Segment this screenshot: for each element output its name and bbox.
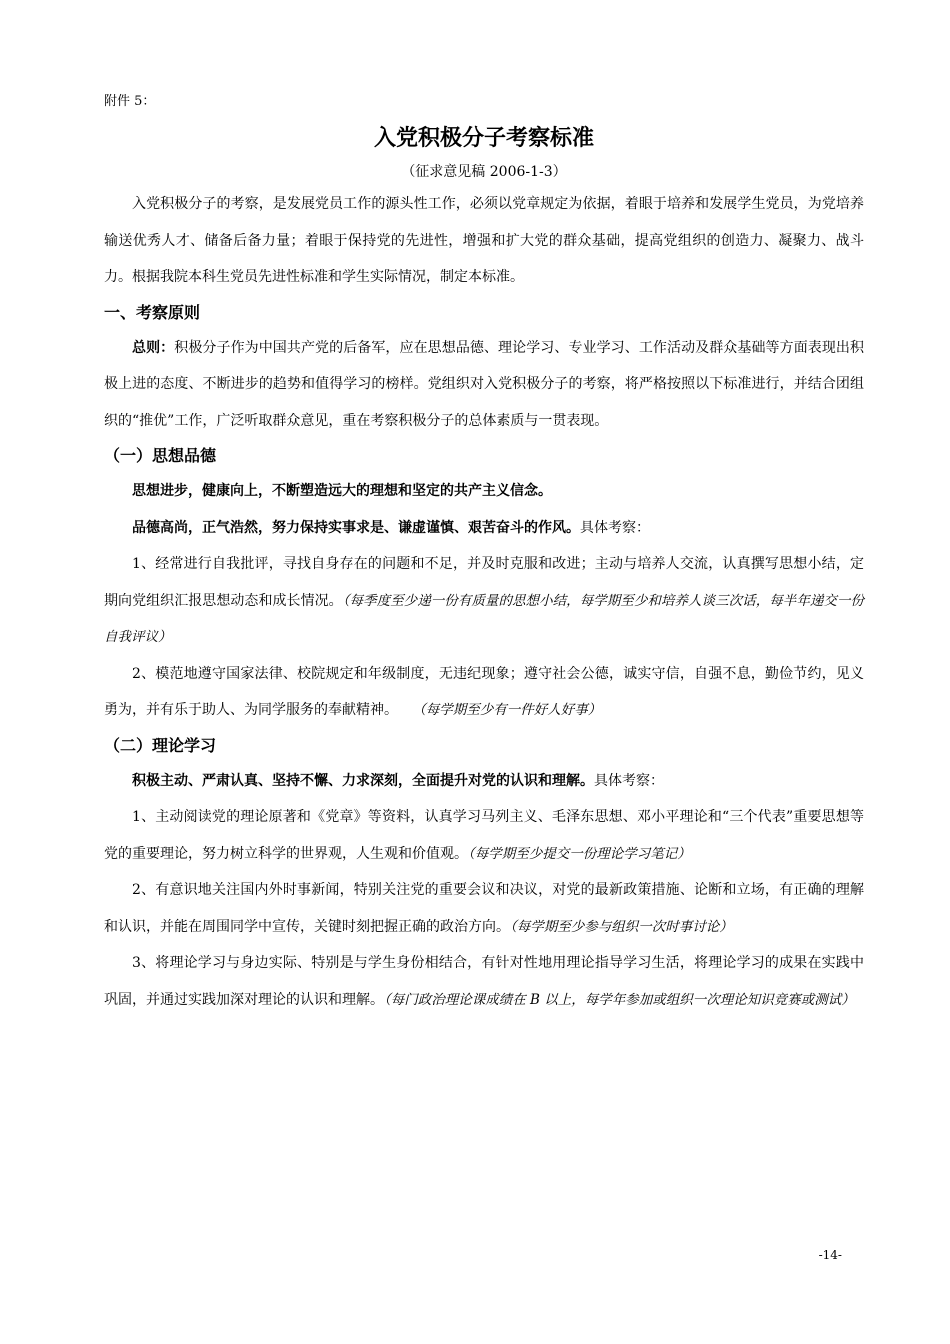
morality-item-1-text: 1、经常进行自我批评，寻找自身存在的问题和不足，并及时克服和改进；主动与培养人交流，认真撰写思想小结，定期向党组织汇报思想动态和成长情况。 bbox=[104, 556, 864, 609]
morality-item-1 bbox=[104, 546, 864, 656]
theory-item-2-text: 2、有意识地关注国内外时事新闻，特别关注党的重要会议和决议，对党的最新政策措施、论断和立场，有正确的理解和认识，并能在周围同学中宣传，关键时刻把握正确的政治方向。 bbox=[104, 882, 864, 935]
theory-item-1-text: 1、主动阅读党的理论原著和《党章》等资料，认真学习马列主义、毛泽东思想、邓小平理论和“三个代表”重要思想等党的重要理论，努力树立科学的世界观，人生观和价值观。 bbox=[104, 809, 864, 862]
theory-item-2-note: （每学期至少参与组织一次时事讨论） bbox=[510, 918, 733, 935]
general-rule-text: 积极分子作为中国共产党的后备军，应在思想品德、理论学习、专业学习、工作活动及群众基础等方面表现出积极上进的态度、不断进步的趋势和值得学习的榜样。党组织对入党积极分子的考察，将严格按照以下标准进行，并结合团组织的“推优”工作，广泛听取群众意见，重在考察积极分子的总体素质与一贯表现。 bbox=[104, 339, 865, 429]
theory-principle: 积极主动、严肃认真、坚持不懈、力求深刻，全面提升对党的认识和理解。 bbox=[132, 772, 594, 789]
theory-item-1 bbox=[104, 799, 864, 872]
morality-bold-line-2 bbox=[104, 510, 864, 547]
theory-item-3 bbox=[104, 945, 864, 1018]
document-subtitle: （征求意见稿 2006-1-3） bbox=[401, 164, 567, 180]
morality-principle-2: 品德高尚，正气浩然，努力保持实事求是、谦虚谨慎、艰苦奋斗的作风。 bbox=[132, 519, 580, 536]
theory-bold-line bbox=[104, 763, 864, 800]
morality-principle-1: 思想进步，健康向上，不断塑造远大的理想和坚定的共产主义信念。 bbox=[132, 483, 552, 499]
attachment-label: 附件 5： bbox=[104, 94, 156, 109]
morality-item-2-text: 2、模范地遵守国家法律、校院规定和年级制度，无违纪现象；遵守社会公德，诚实守信，自强不息，勤俭节约，见义勇为，并有乐于助人、为同学服务的奉献精神。 bbox=[104, 665, 864, 718]
morality-bold-line-1 bbox=[104, 473, 864, 510]
section-heading-principles: 一、考察原则 bbox=[104, 302, 201, 322]
subsection-heading-morality: （一）思想品德 bbox=[104, 446, 217, 465]
theory-specifics-label: 具体考察： bbox=[594, 772, 664, 789]
document-page bbox=[104, 92, 864, 1018]
theory-item-1-note: （每学期至少提交一份理论学习笔记） bbox=[468, 845, 691, 862]
morality-item-2-note: （每学期至少有一件好人好事） bbox=[419, 702, 602, 718]
morality-specifics-label: 具体考察： bbox=[580, 519, 650, 536]
subsection-heading-theory: （二）理论学习 bbox=[104, 735, 217, 755]
morality-item-2 bbox=[104, 656, 864, 729]
theory-item-2 bbox=[104, 872, 864, 945]
document-title: 入党积极分子考察标准 bbox=[373, 126, 594, 151]
morality-item-1-note: （每季度至少递一份有质量的思想小结，每学期至少和培养人谈三次话，每半年递交一份自我评议） bbox=[104, 592, 865, 645]
theory-item-3-note: （每门政治理论课成绩在 B 以上，每学年参加或组织一次理论知识竞赛或测试） bbox=[384, 991, 855, 1008]
theory-item-3-text: 3、将理论学习与身边实际、特别是与学生身份相结合，有针对性地用理论指导学习生活，将理论学习的成果在实践中巩固，并通过实践加深对理论的认识和理解。 bbox=[104, 955, 864, 1008]
page-number: -14- bbox=[818, 1248, 842, 1262]
general-rule-label: 总则： bbox=[132, 339, 175, 356]
intro-paragraph: 入党积极分子的考察，是发展党员工作的源头性工作，必须以党章规定为依据，着眼于培养和发展学生党员，为党培养输送优秀人才、储备后备力量；着眼于保持党的先进性，增强和扩大党的群众基础，提高党组织的创造力、凝聚力、战斗力。根据我院本科生党员先进性标准和学生实际情况，制定本标准。 bbox=[104, 196, 864, 285]
general-rule-paragraph bbox=[104, 330, 864, 440]
